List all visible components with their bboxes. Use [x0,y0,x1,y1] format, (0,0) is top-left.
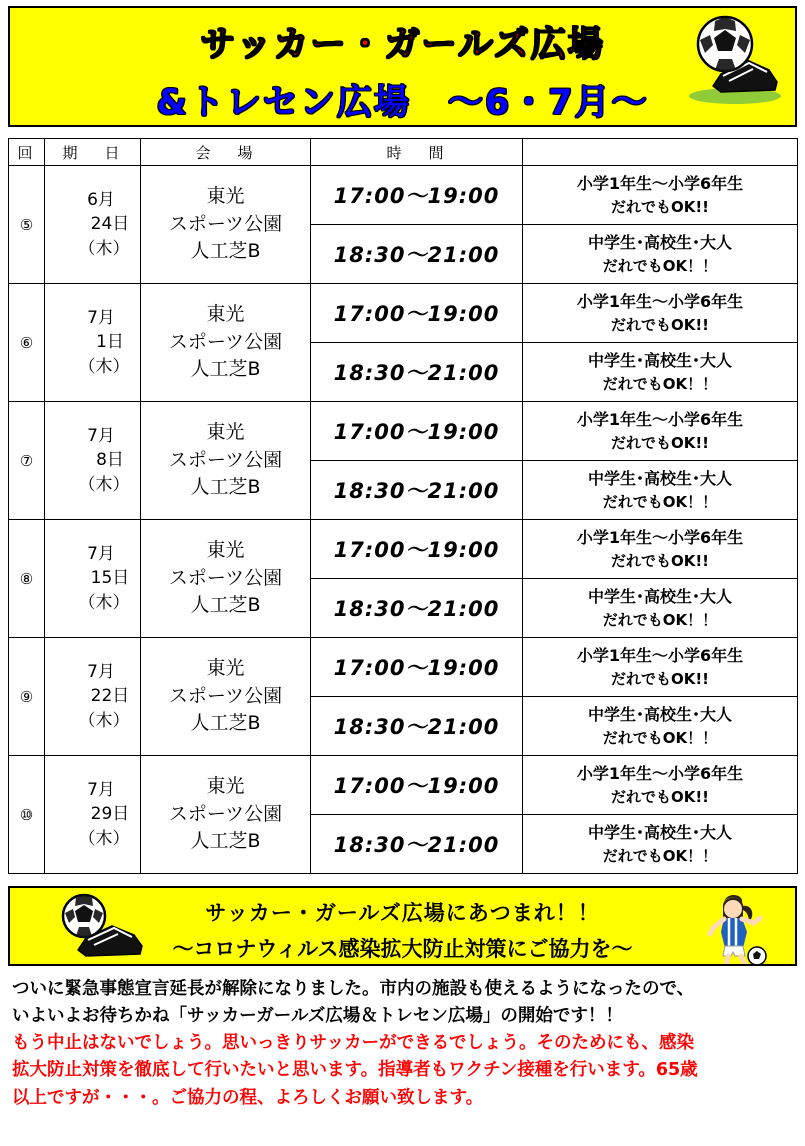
row-target-audience: 中学生･高校生･大人 だれでもOK！！ [523,461,798,520]
row-time-slot: 17:00〜19:00 [311,756,523,815]
row-number: ⑤ [9,166,45,284]
row-time-slot: 17:00〜19:00 [311,402,523,461]
row-date: 7月 29日 （木） [45,756,141,874]
notice-line2: 〜コロナウィルス感染拡大防止対策にご協力を〜 [172,937,633,961]
message-body [8,976,797,1112]
column-header-time: 時 間 [311,139,523,166]
header-banner [8,6,797,127]
table-row [9,166,798,225]
message-black-line1: ついに緊急事態宣言延長が解除になりました。市内の施設も使えるようになったので、 [12,979,695,999]
row-target-audience: 小学1年生〜小学6年生 だれでもOK!! [523,166,798,225]
row-venue: 東光 スポーツ公園 人工芝B [141,402,311,520]
row-target-audience: 小学1年生〜小学6年生 だれでもOK!! [523,638,798,697]
row-date: 7月 1日 （木） [45,284,141,402]
table-row [9,402,798,461]
row-venue: 東光 スポーツ公園 人工芝B [141,638,311,756]
column-header-target [523,139,798,166]
row-number: ⑨ [9,638,45,756]
column-header-no: 回 [9,139,45,166]
row-time-slot: 17:00〜19:00 [311,520,523,579]
row-number: ⑧ [9,520,45,638]
row-target-audience: 小学1年生〜小学6年生 だれでもOK!! [523,520,798,579]
row-date: 7月 8日 （木） [45,402,141,520]
row-date: 7月 22日 （木） [45,638,141,756]
page-title-line2: &トレセン広場 〜6・7月〜 [156,83,649,123]
row-number: ⑦ [9,402,45,520]
message-red-line2: 拡大防止対策を徹底して行いたいと思います。指導者もワクチン接種を行います。65歳 [12,1060,698,1081]
row-target-audience: 小学1年生〜小学6年生 だれでもOK!! [523,402,798,461]
row-date: 6月 24日 （木） [45,166,141,284]
table-row [9,756,798,815]
table-row [9,520,798,579]
row-target-audience: 中学生･高校生･大人 だれでもOK！！ [523,697,798,756]
soccer-ball-and-shoe-icon [56,892,156,964]
row-time-slot: 18:30〜21:00 [311,461,523,520]
table-header-row [9,139,798,166]
row-target-audience: 小学1年生〜小学6年生 だれでもOK!! [523,756,798,815]
page-title-line1: サッカー・ガールズ広場 [200,25,605,65]
table-row [9,284,798,343]
row-number: ⑥ [9,284,45,402]
row-time-slot: 17:00〜19:00 [311,284,523,343]
row-target-audience: 中学生･高校生･大人 だれでもOK！！ [523,815,798,874]
message-red-line1: もう中止はないでしょう。思いっきりサッカーができるでしょう。そのためにも、感染 [12,1033,694,1054]
row-time-slot: 18:30〜21:00 [311,697,523,756]
row-number: ⑩ [9,756,45,874]
row-venue: 東光 スポーツ公園 人工芝B [141,756,311,874]
schedule-table [8,138,798,874]
row-venue: 東光 スポーツ公園 人工芝B [141,166,311,284]
notice-banner [8,886,797,966]
row-time-slot: 18:30〜21:00 [311,343,523,402]
row-time-slot: 17:00〜19:00 [311,166,523,225]
row-date: 7月 15日 （木） [45,520,141,638]
row-venue: 東光 スポーツ公園 人工芝B [141,520,311,638]
row-time-slot: 17:00〜19:00 [311,638,523,697]
notice-line1: サッカー・ガールズ広場にあつまれ！！ [205,901,600,925]
column-header-date: 期 日 [45,139,141,166]
message-red-line3: 以上ですが・・・。ご協力の程、よろしくお願い致します。 [12,1087,484,1108]
soccer-ball-and-shoe-icon [677,12,787,108]
message-black-line2: いよいよお待ちかね「サッカーガールズ広場＆トレセン広場」の開始です！！ [12,1006,623,1027]
row-target-audience: 中学生･高校生･大人 だれでもOK！！ [523,579,798,638]
column-header-place: 会 場 [141,139,311,166]
row-target-audience: 中学生･高校生･大人 だれでもOK！！ [523,225,798,284]
row-time-slot: 18:30〜21:00 [311,579,523,638]
girl-player-icon [697,890,777,966]
row-time-slot: 18:30〜21:00 [311,225,523,284]
row-target-audience: 中学生･高校生･大人 だれでもOK！！ [523,343,798,402]
row-time-slot: 18:30〜21:00 [311,815,523,874]
row-target-audience: 小学1年生〜小学6年生 だれでもOK!! [523,284,798,343]
row-venue: 東光 スポーツ公園 人工芝B [141,284,311,402]
table-row [9,638,798,697]
